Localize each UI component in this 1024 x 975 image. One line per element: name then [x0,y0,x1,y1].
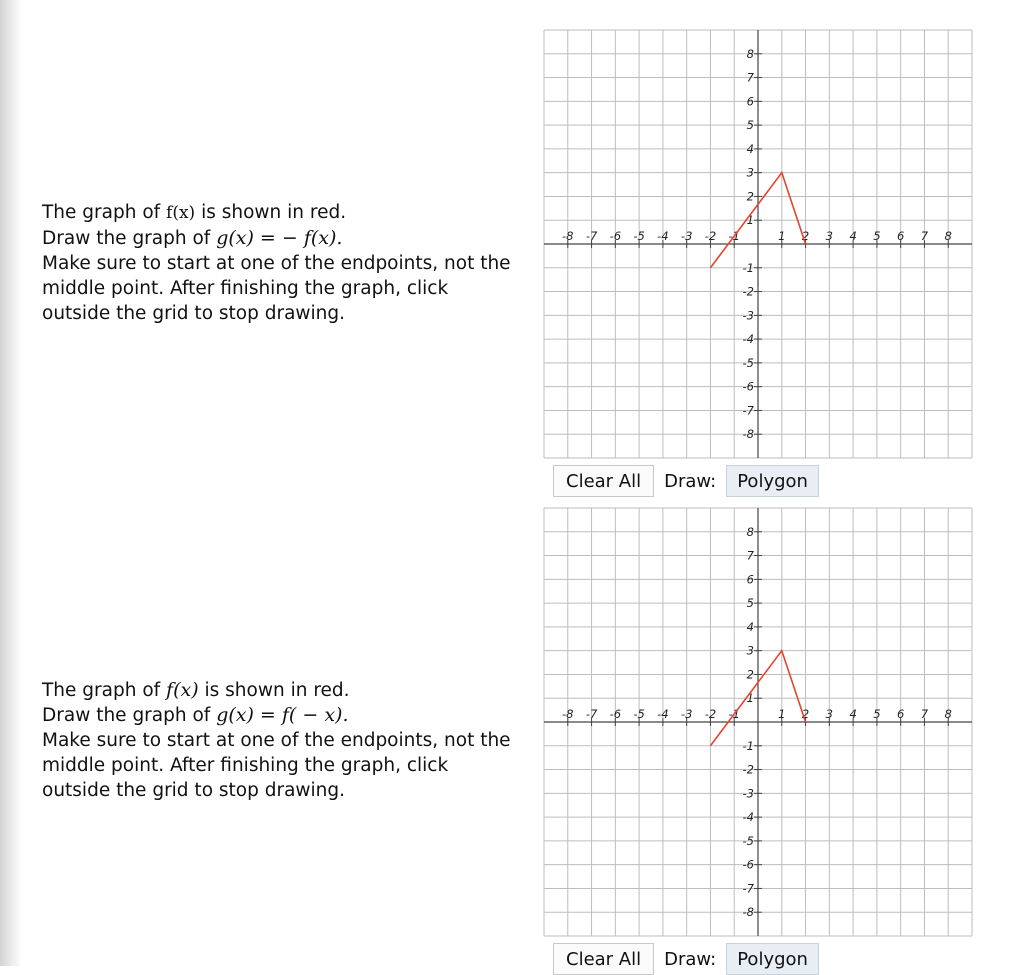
x-tick-label: 8 [944,707,952,721]
y-tick-label: 8 [746,46,754,61]
x-tick-label: -8 [562,707,574,721]
y-tick-label: -2 [742,284,754,299]
x-tick-label: -3 [680,707,693,721]
question-1-line-4: middle point. After finishing the graph, click [42,278,449,299]
x-tick-label: 7 [920,229,929,243]
y-tick-label: 7 [746,70,754,85]
x-tick-label: 3 [825,707,833,721]
x-tick-label: 6 [897,229,905,243]
y-tick-label: 3 [746,165,754,180]
y-tick-label: -4 [742,332,754,347]
y-tick-label: 7 [746,548,754,563]
coordinate-plane-2[interactable] [540,504,976,940]
x-tick-label: 3 [825,229,833,243]
clear-all-button[interactable]: Clear All [553,465,654,497]
y-tick-label: 6 [746,572,754,587]
y-tick-label: -7 [742,881,754,896]
y-tick-label: -7 [742,403,754,418]
question-1-line-3: Make sure to start at one of the endpoints, not the [42,253,511,274]
x-tick-label: -2 [704,707,717,721]
x-tick-label: -2 [704,229,717,243]
y-tick-label: -6 [742,857,754,872]
x-tick-label: -6 [609,707,622,721]
question-1-line-5: outside the grid to stop drawing. [42,303,346,324]
x-tick-label: 6 [897,707,905,721]
x-tick-label: 5 [873,707,881,721]
x-tick-label: 5 [873,229,881,243]
x-tick-label: -7 [585,707,598,721]
y-tick-label: 4 [746,141,754,156]
y-tick-label: -3 [742,786,754,801]
question-2-line-4: middle point. After finishing the graph, click [42,755,449,776]
x-tick-label: 1 [778,707,786,721]
x-tick-label: 2 [801,707,810,721]
y-tick-label: 8 [746,524,754,539]
x-tick-label: 1 [778,229,786,243]
y-tick-label: -2 [742,762,754,777]
x-tick-label: -6 [609,229,622,243]
x-tick-label: 7 [920,707,929,721]
question-1-text [42,200,532,326]
clear-all-button[interactable]: Clear All [553,943,654,975]
x-tick-label: -4 [657,229,669,243]
y-tick-label: -1 [742,260,754,275]
y-tick-label: 6 [746,94,754,109]
q1-line2-prefix: Draw the graph of [42,228,217,249]
draw-mode-select[interactable]: Polygon [726,465,819,497]
y-tick-label: -3 [742,308,754,323]
y-tick-label: 5 [746,596,754,611]
y-tick-label: -1 [742,738,754,753]
y-tick-label: 3 [746,643,754,658]
q2-equation: g(x) = f( − x). [216,704,349,726]
question-2-text [42,678,532,803]
y-tick-label: 1 [746,213,754,228]
q2-line2-prefix: Draw the graph of [42,705,217,726]
y-tick-label: -5 [742,355,754,370]
y-tick-label: -4 [742,810,754,825]
y-tick-label: -6 [742,379,754,394]
x-tick-label: -5 [633,229,645,243]
y-tick-label: 1 [746,691,754,706]
x-tick-label: -5 [633,707,645,721]
x-tick-label: -7 [585,229,598,243]
y-tick-label: 4 [746,619,754,634]
draw-mode-select[interactable]: Polygon [726,943,819,975]
x-tick-label: -1 [728,707,740,721]
q1-equation: g(x) = − f(x). [216,227,343,249]
x-tick-label: -8 [562,229,574,243]
x-tick-label: 4 [849,707,857,721]
q2-line1-prefix: The graph of [42,680,167,701]
q1-line1-prefix: The graph of [42,202,167,223]
y-tick-label: -8 [742,427,754,442]
x-tick-label: -1 [728,229,740,243]
question-1-line-2 [42,226,532,251]
q1-line1-suffix: is shown in red. [195,202,347,223]
y-tick-label: -5 [742,833,754,848]
x-tick-label: 4 [849,229,857,243]
x-tick-label: 2 [801,229,810,243]
question-2-line-5: outside the grid to stop drawing. [42,780,346,801]
q1-function-name: f(x) [166,203,196,223]
question-2-line-2 [42,703,532,728]
window-edge-shadow [0,0,22,966]
x-tick-label: -3 [680,229,693,243]
drawing-toolbar-1 [553,465,819,497]
x-tick-label: 8 [944,229,952,243]
drawing-toolbar-2 [553,943,819,975]
y-tick-label: 2 [746,667,754,682]
y-tick-label: -8 [742,905,754,920]
graph-grid-1[interactable] [540,26,976,462]
q2-line1-suffix: is shown in red. [198,680,350,701]
x-tick-label: -4 [657,707,669,721]
y-tick-label: 5 [746,118,754,133]
y-tick-label: 2 [746,189,754,204]
graph-grid-2[interactable] [540,504,976,940]
coordinate-plane-1[interactable] [540,26,976,462]
question-2-line-1 [42,678,532,703]
q2-function-name: f(x) [166,679,199,701]
question-1-line-1 [42,200,532,226]
draw-mode-label: Draw: [664,948,717,970]
question-2-line-3: Make sure to start at one of the endpoints, not the [42,730,511,751]
draw-mode-label: Draw: [664,470,717,492]
